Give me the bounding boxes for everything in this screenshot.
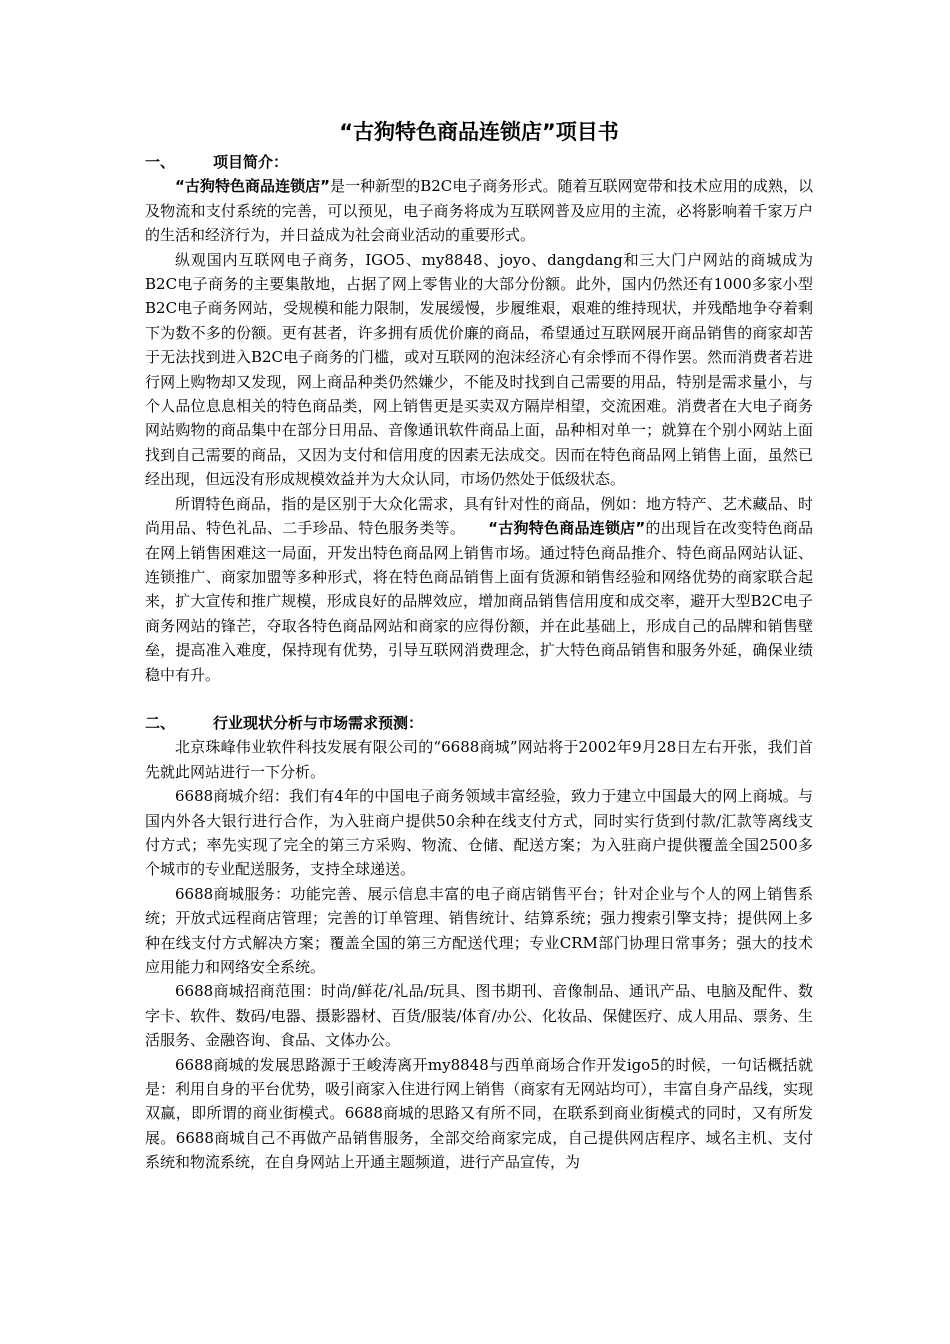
document-title: “古狗特色商品连锁店”项目书	[339, 120, 619, 144]
document-page	[145, 118, 813, 1175]
section-2-paragraph-1: 北京珠峰伟业软件科技发展有限公司的“6688商城”网站将于2002年9月28日左右开张，我们首先就此网站进行一下分析。	[145, 738, 813, 781]
section-1-heading	[145, 150, 813, 174]
section-1-title: 项目简介：	[213, 153, 289, 171]
section-2-paragraph-3: 6688商城服务：功能完善、展示信息丰富的电子商店销售平台；针对企业与个人的网上销售系统；开放式远程商店管理；完善的订单管理、销售统计、结算系统；强力搜索引擎支持；提供网上多种在线支付方式解决方案；覆盖全国的第三方配送代理；专业CRM部门协理日常事务；强大的技术应用能力和网络安全系统。	[145, 884, 813, 976]
section-2-title: 行业现状分析与市场需求预测：	[213, 713, 424, 732]
section-2-paragraph-4: 6688商城招商范围：时尚/鲜花/礼品/玩具、图书期刊、音像制品、通讯产品、电脑及配件、数字卡、软件、数码/电器、摄影器材、百货/服装/体育/办公、化妆品、保健医疗、成人用品、票务、生活服务、金融咨询、食品、文体办公。	[145, 982, 813, 1050]
project-name-emphasis: “古狗特色商品连锁店”	[488, 519, 646, 538]
project-name-emphasis: “古狗特色商品连锁店”	[175, 177, 331, 196]
section-1-paragraph-1: “古狗特色商品连锁店”是一种新型的B2C电子商务形式。随着互联网宽带和技术应用的成熟，以及物流和支付系统的完善，可以预见，电子商务将成为互联网普及应用的主流，必将影响着千家万户的生活和经济行为，并日益成为社会商业活动的重要形式。	[145, 177, 814, 245]
section-1-paragraph-2: 纵观国内互联网电子商务，IGO5、my8848、joyo、dangdang和三大门户网站的商城成为B2C电子商务的主要集散地，占据了网上零售业的大部分份额。此外，国内仍然还有1000多家小型B2C电子商务网站，受规模和能力限制，发展缓慢，步履维艰，艰难的维持现状，并残酷地争夺着剩下为数不多的份额。更有甚者，许多拥有质优价廉的商品，希望通过互联网展开商品销售的商家却苦于无法找到进入B2C电子商务的门槛，或对互联网的泡沫经济心有余悸而不得作罢。然而消费者若进行网上购物却又发现，网上商品种类仍然嫌少，不能及时找到自己需要的用品，特别是需求量小，与个人品位息息相关的特色商品类，网上销售更是买卖双方隔岸相望，交流困难。消费者在大电子商务网站购物的商品集中在部分日用品、音像通讯软件商品上面，品种相对单一；就算在个别小网站上面找到自己需要的商品，又因为支付和信用度的因素无法成交。因而在特色商品网上销售上面，虽然已经出现，但远没有形成规模效益并为大众认同，市场仍然处于低级状态。	[145, 250, 813, 489]
section-2-paragraph-2: 6688商城介绍：我们有4年的中国电子商务领域丰富经验，致力于建立中国最大的网上商城。与国内外各大银行进行合作，为入驻商户提供50余种在线支付方式，同时实行货到付款/汇款等离线支付方式；率先实现了完全的第三方采购、物流、仓储、配送方案；为入驻商户提供覆盖全国2500多个城市的专业配送服务，支持全球递送。	[145, 787, 813, 879]
section-2-number: 二、	[145, 713, 176, 732]
section-gap	[145, 687, 813, 711]
section-2-heading	[145, 711, 813, 735]
section-1-number: 一、	[145, 153, 176, 171]
section-2-paragraph-5: 6688商城的发展思路源于王峻涛离开my8848与西单商场合作开发igo5的时候，一句话概括就是：利用自身的平台优势，吸引商家入住进行网上销售（商家有无网站均可），丰富自身产品线，实现双赢，即所谓的商业街模式。6688商城的思路又有所不同，在联系到商业街模式的同时，又有所发展。6688商城自己不再做产品销售服务，全部交给商家完成，自己提供网店程序、域名主机、支付系统和物流系统，在自身网站上开通主题频道，进行产品宣传，为	[145, 1055, 813, 1172]
section-1-paragraph-3: 所谓特色商品，指的是区别于大众化需求，具有针对性的商品，例如：地方特产、艺术藏品、时尚用品、特色礼品、二手珍品、特色服务类等。 “古狗特色商品连锁店”的出现旨在改变特色商品在网上销售困难这一局面，开发出特色商品网上销售市场。通过特色商品推介、特色商品网站认证、连锁推广、商家加盟等多种形式，将在特色商品销售上面有货源和销售经验和网络优势的商家联合起来，扩大宣传和推广规模，形成良好的品牌效应，增加商品销售信用度和成交率，避开大型B2C电子商务网站的锋芒，夺取各特色商品网站和商家的应得份额，并在此基础上，形成自己的品牌和销售壁垒，提高准入难度，保持现有优势，引导互联网消费理念，扩大特色商品销售和服务外延，确保业绩稳中有升。	[145, 494, 813, 684]
